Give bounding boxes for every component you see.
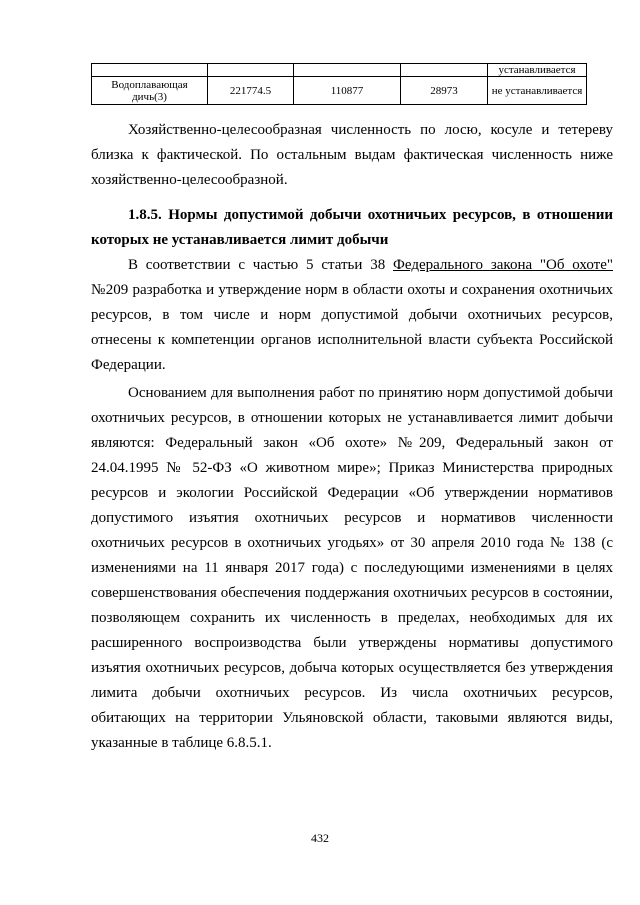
table-row xyxy=(92,77,587,105)
hunting-resources-table xyxy=(91,63,587,105)
table-cell xyxy=(92,64,208,77)
table-cell: 221774.5 xyxy=(208,77,294,105)
table-row xyxy=(92,64,587,77)
table-cell xyxy=(294,64,401,77)
paragraph-population xyxy=(91,118,613,193)
section-heading: 1.8.5. Нормы допустимой добычи охотничьих ресурсов, в отношении которых не устанавливается лимит добычи xyxy=(91,207,613,248)
table-cell: 110877 xyxy=(294,77,401,105)
paragraph-text: В соответствии с частью 5 статьи 38 xyxy=(128,257,394,273)
law-link[interactable]: Федерального закона "Об охоте" xyxy=(393,257,613,273)
paragraph-text: №209 разработка и утверждение норм в области охоты и сохранения охотничьих ресурсов, в том числе и норм допустимой добычи охотничьих ресурсов, отнесены к компетенции органов исполнительной власти субъекта Российской Федерации. xyxy=(91,282,613,373)
table-cell: не устанавливается xyxy=(488,77,587,105)
section-1-8-5 xyxy=(91,203,613,378)
paragraph-text: Основанием для выполнения работ по принятию норм допустимой добычи охотничьих ресурсов, в отношении которых не устанавливается лимит добычи являются: Федеральный закон «Об охоте» №209, Федеральный закон от 24.04.1995 № 52-ФЗ «О животном мире»; Приказ Министерства природных ресурсов и экологии Российской Федерации «Об утверждении нормативов допустимого изъятия охотничьих ресурсов и нормативов численности охотничьих ресурсов в охотничьих угодьях» от 30 апреля 2010 года № 138 (с изменениями на 11 января 2017 года) с последующими изменениями в целях совершенствования обеспечения поддержания охотничьих ресурсов в состоянии, позволяющем сохранить их численность в пределах, необходимых для их расширенного воспроизводства были утверждены нормативы допустимого изъятия охотничьих ресурсов, добыча которых осуществляется без утверждения лимита добычи охотничьих ресурсов. Из числа охотничьих ресурсов, обитающих на территории Ульяновской области, таковыми являются виды, указанные в таблице 6.8.5.1. xyxy=(91,385,613,751)
table-cell: 28973 xyxy=(401,77,488,105)
table-cell-species: Водоплавающая дичь(3) xyxy=(92,77,208,105)
table-cell xyxy=(401,64,488,77)
page-number: 432 xyxy=(311,831,329,845)
table-cell xyxy=(208,64,294,77)
paragraph-law xyxy=(91,253,613,378)
paragraph-text: Хозяйственно-целесообразная численность по лосю, косуле и тетереву близка к фактической. По остальным выдам фактическая численность ниже хозяйственно-целесообразной. xyxy=(91,122,613,188)
table-cell: устанавливается xyxy=(488,64,587,77)
paragraph-basis xyxy=(91,381,613,756)
